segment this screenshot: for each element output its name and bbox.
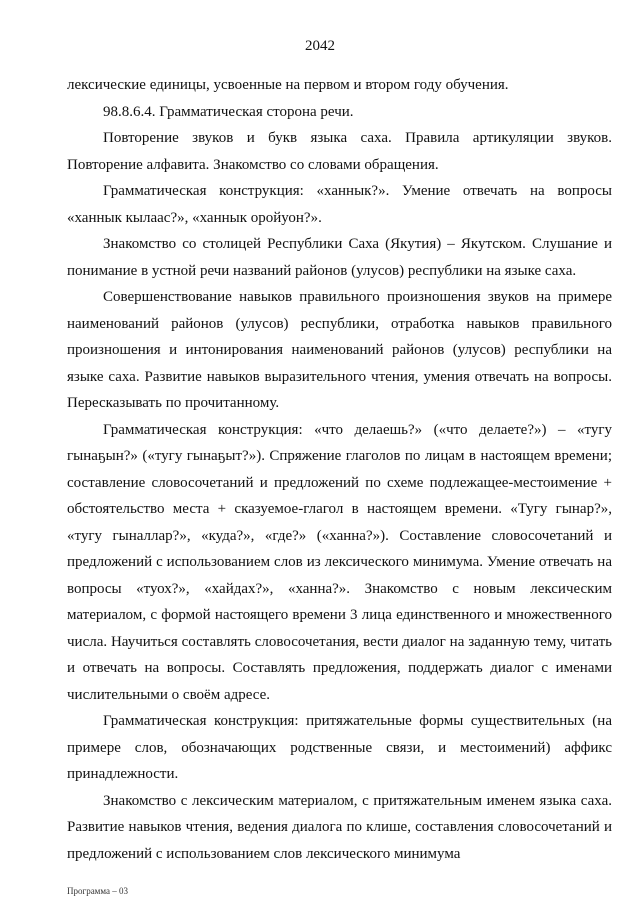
paragraph: Грамматическая конструкция: «что делаешь?» («что делаете?») – «тугу гынаҕын?» («тугу гынаҕыт?»). Спряжение глаголов по лицам в настоящем времени; составление словосочетаний и предложений по схеме подлежащее-местоимение + обстоятельство места + сказуемое-глагол в настоящем времени. «Тугу гынар?», «тугу гыналлар?», «куда?», «где?» («ханна?»). Составление словосочетаний и предложений с использованием слов из лексического минимума. Умение отвечать на вопросы «туох?», «хайдах?», «ханна?». Знакомство с новым лексическим материалом, с формой настоящего времени 3 лица единственного и множественного числа. Научиться составлять словосочетания, вести диалог на заданную тему, читать и отвечать на вопросы. Составлять предложения, поддержать диалог с именами числительными о своём адресе. bbox=[67, 421, 612, 703]
paragraph: Совершенствование навыков правильного произношения звуков на примере наименований районов (улусов) республики, отработка навыков правильного произношения и интонирования наименований районов (улусов) республики на языке саха. Развитие навыков выразительного чтения, умения отвечать на вопросы. Пересказывать по прочитанному. bbox=[67, 289, 612, 411]
page-number: 2042 bbox=[305, 38, 335, 54]
paragraph: Знакомство со столицей Республики Саха (Якутия) – Якутском. Слушание и понимание в устной речи названий районов (улусов) республики на языке саха. bbox=[67, 236, 612, 279]
paragraph: Грамматическая конструкция: притяжательные формы существительных (на примере слов, обозначающих родственные связи, и местоимений) аффикс принадлежности. bbox=[67, 713, 612, 782]
body-text bbox=[67, 72, 612, 867]
paragraph: Грамматическая конструкция: «ханнык?». Умение отвечать на вопросы «ханнык кылаас?», «ханнык оройуон?». bbox=[67, 183, 612, 226]
paragraph: Повторение звуков и букв языка саха. Правила артикуляции звуков. Повторение алфавита. Знакомство со словами обращения. bbox=[67, 130, 612, 173]
paragraph: Знакомство с лексическим материалом, с притяжательным именем языка саха. Развитие навыков чтения, ведения диалога по клише, составления словосочетаний и предложений с использованием слов лексического минимума bbox=[67, 792, 612, 862]
footer-label: Программа – 03 bbox=[67, 886, 129, 896]
section-heading: 98.8.6.4. Грамматическая сторона речи. bbox=[103, 103, 354, 120]
paragraph-continuation: лексические единицы, усвоенные на первом и втором году обучения. bbox=[67, 77, 509, 93]
